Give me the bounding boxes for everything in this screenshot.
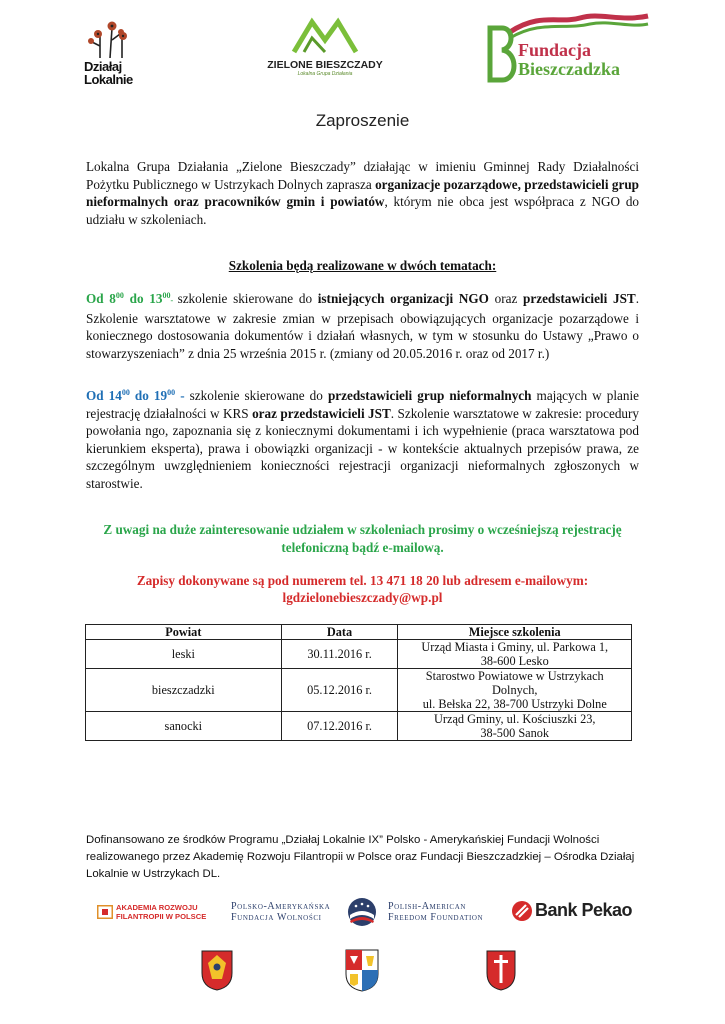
s1-text-2: oraz bbox=[488, 291, 524, 306]
bank-pekao-logo bbox=[511, 899, 639, 925]
session-2-time bbox=[86, 388, 190, 403]
paff-logo bbox=[388, 901, 504, 923]
s2-dash: - bbox=[175, 388, 190, 403]
cell-data: 30.11.2016 r. bbox=[281, 640, 398, 669]
s1-bold-2: przedstawicieli JST bbox=[523, 291, 636, 306]
intro-tail: , którym nie obca jest współpraca z NGO do udziału w szkoleniach. bbox=[86, 194, 640, 227]
header-data: Data bbox=[281, 625, 398, 640]
cell-miejsce bbox=[398, 640, 632, 669]
s1-dash: - bbox=[170, 296, 178, 305]
s2-from-sup: 00 bbox=[121, 388, 130, 397]
cell-data: 07.12.2016 r. bbox=[281, 712, 398, 741]
logo-line-2: Lokalnie bbox=[84, 72, 133, 87]
table-row bbox=[86, 712, 632, 741]
s2-text-3: . Szkolenie warsztatowe w zakresie: procedury powołania ngo, zapoznania się z koniecznymi dokumentami i ich wypełnienie (praca warsztatowa pod kierunkiem eksperta), prawa i obowiązki organizacji - w kontekście aktualnych przepisów prawa, ze szczególnym uwzględnieniem konieczności rejestracji organizacji nieformalnych zgłoszonych w starostwie. bbox=[86, 405, 639, 491]
intro-bold: organizacje pozarządowe, przedstawicieli grup nieformalnych oraz pracowników gmin i powiatów bbox=[86, 176, 639, 209]
akademia-line-2: FILANTROPII W POLSCE bbox=[116, 912, 207, 921]
s1-from-sup: 00 bbox=[115, 291, 124, 300]
podkarpackie-coat-of-arms-icon bbox=[344, 948, 380, 997]
page-title: Zaproszenie bbox=[315, 111, 410, 130]
intro-paragraph bbox=[86, 158, 639, 228]
miejsce-line: Starostwo Powiatowe w Ustrzykach bbox=[425, 669, 604, 683]
s2-from: Od 14 bbox=[86, 388, 122, 403]
header-miejsce: Miejsce szkolenia bbox=[398, 625, 632, 640]
fb-logo-line-1: Fundacja bbox=[518, 40, 592, 60]
miejsce-line: Dolnych, bbox=[492, 683, 538, 697]
cell-powiat: sanocki bbox=[86, 712, 282, 741]
zielone-bieszczady-logo bbox=[250, 14, 400, 84]
pafw-line-2: Fundacja Wolności bbox=[231, 912, 322, 923]
pafw-line-1: Polsko-Amerykańska bbox=[231, 901, 331, 912]
session-2-paragraph bbox=[86, 387, 639, 492]
paff-emblem-icon bbox=[346, 897, 378, 927]
s2-to: do 19 bbox=[129, 388, 168, 403]
cell-powiat: bieszczadzki bbox=[86, 669, 282, 712]
funding-footer: Dofinansowano ze środków Programu „Działaj Lokalnie IX” Polsko - Amerykańskiej Fundacji Wolności realizowanego przez Akademię Rozwoju Filantropii w Polsce oraz Fundacji Bieszczadzkiej – Ośrodka Działaj Lokalnie w Ustrzykach DL. bbox=[86, 834, 635, 880]
cell-data: 05.12.2016 r. bbox=[281, 669, 398, 712]
table-row bbox=[86, 669, 632, 712]
cell-miejsce bbox=[398, 712, 632, 741]
pafw-logo bbox=[231, 901, 341, 923]
s1-text-1: szkolenie skierowane do bbox=[177, 291, 318, 306]
s2-bold-2: oraz przedstawicieli JST bbox=[252, 405, 391, 421]
zb-logo-name: ZIELONE BIESZCZADY bbox=[267, 59, 383, 71]
intro-text: Lokalna Grupa Działania „Zielone Bieszczady” działając w imieniu Gminnej Rady Działalności Pożytku Publicznego w Ustrzykach Dolnych zaprasza bbox=[86, 159, 639, 192]
akademia-line-1: AKADEMIA ROZWOJU bbox=[116, 903, 198, 912]
table-row bbox=[86, 640, 632, 669]
pekao-name: Bank Pekao bbox=[535, 900, 633, 920]
paff-line-1: Polish-American bbox=[388, 901, 467, 912]
signup-email[interactable]: lgdzielonebieszczady@wp.pl bbox=[282, 590, 443, 605]
pekao-mark-icon bbox=[511, 900, 533, 922]
akademia-mark-icon bbox=[97, 905, 113, 919]
fb-logo-line-2: Bieszczadzka bbox=[518, 59, 620, 79]
s2-text-2: mających w planie rejestrację działalności w KRS bbox=[86, 388, 639, 421]
miejsce-line: 38-500 Sanok bbox=[480, 726, 550, 740]
cell-miejsce bbox=[398, 669, 632, 712]
s1-text-3: . Szkolenie warsztatowe w zakresie zmian w przepisach obowiązujących organizacje pozarządowe i koniecznego dostosowania dokumentów i działań własnych, w tym w stosunku do Ustawy „Prawo o stowarzyszeniach” z dnia 25 września 2015 r. (zmiany od 20.05.2016 r. oraz od 2017 r.) bbox=[86, 291, 640, 361]
topics-heading: Szkolenia będą realizowane w dwóch tematach: bbox=[228, 258, 497, 273]
cell-powiat: leski bbox=[86, 640, 282, 669]
logo-line-1: Działaj bbox=[84, 59, 122, 74]
s1-from: Od 8 bbox=[86, 291, 116, 306]
bieszczady-coat-of-arms-icon bbox=[485, 949, 517, 996]
lesko-coat-of-arms-icon bbox=[200, 949, 234, 996]
s2-text-1: szkolenie skierowane do bbox=[189, 388, 328, 403]
fundacja-bieszczadzka-logo bbox=[480, 10, 650, 85]
s2-to-sup: 00 bbox=[167, 388, 176, 397]
s2-bold-1: przedstawicieli grup nieformalnych bbox=[327, 388, 532, 403]
paff-line-2: Freedom Foundation bbox=[388, 912, 484, 923]
zb-logo-subtitle: Lokalna Grupa Działania bbox=[297, 71, 353, 77]
venues-table bbox=[85, 624, 632, 741]
signup-phone-notice: Zapisy dokonywane są pod numerem tel. 13 471 18 20 lub adresem e-mailowym: bbox=[136, 573, 589, 588]
dzialaj-lokalnie-logo bbox=[78, 6, 142, 96]
session-1-paragraph bbox=[86, 290, 639, 362]
session-1-time bbox=[86, 291, 178, 306]
miejsce-line: Urząd Miasta i Gminy, ul. Parkowa 1, bbox=[421, 640, 609, 654]
s1-to: do 13 bbox=[123, 291, 163, 306]
miejsce-line: ul. Bełska 22, 38-700 Ustrzyki Dolne bbox=[422, 697, 607, 711]
table-header-row bbox=[86, 625, 632, 640]
header-powiat: Powiat bbox=[86, 625, 282, 640]
s1-bold-1: istniejących organizacji NGO bbox=[317, 291, 489, 306]
s1-to-sup: 00 bbox=[162, 291, 171, 300]
registration-notice: Z uwagi na duże zainteresowanie udziałem w szkoleniach prosimy o wcześniejszą rejestrację telefoniczną bądź e-mailową. bbox=[103, 522, 622, 555]
akademia-logo bbox=[97, 901, 215, 923]
miejsce-line: 38-600 Lesko bbox=[480, 654, 549, 668]
miejsce-line: Urząd Gminy, ul. Kościuszki 23, bbox=[434, 712, 596, 726]
